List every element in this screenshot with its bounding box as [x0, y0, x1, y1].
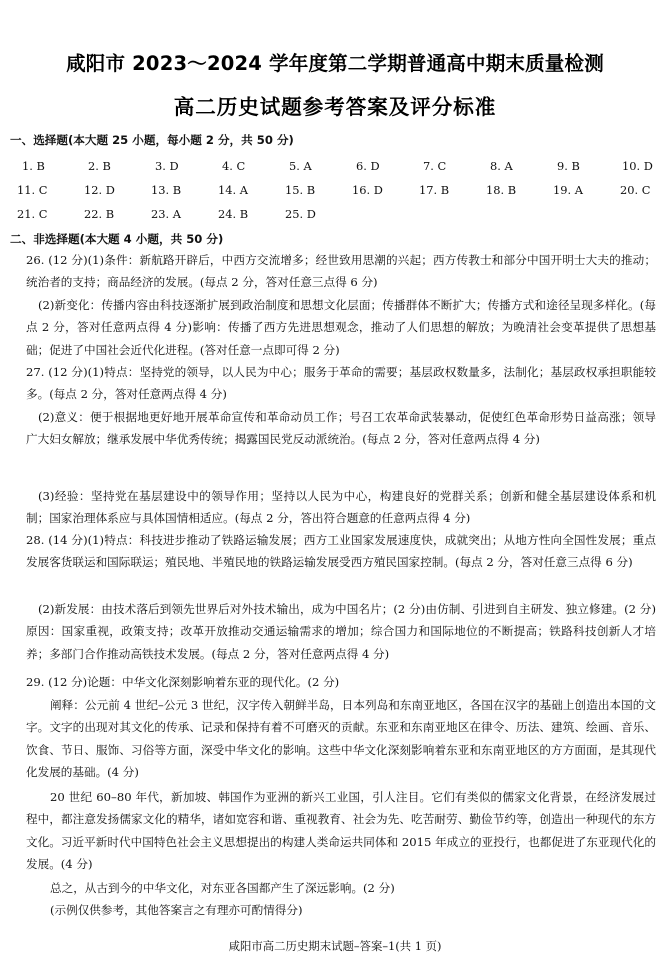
answer-item: 22. B — [84, 207, 115, 221]
answer-item: 13. B — [151, 183, 182, 197]
answer-item: 23. A — [151, 207, 181, 221]
answer-item: 8. A — [490, 159, 513, 173]
answer-item: 11. C — [17, 183, 48, 197]
answer-item: 18. B — [486, 183, 517, 197]
q26-part1: 26. (12 分)(1)条件：新航路开辟后，中西方交流增多；经世致用思潮的兴起；西方传教士和部分中国开明士大夫的推动；统治者的支持；商品经济的发展。(每点 2 分，答对任意三点得 6 分) — [26, 253, 656, 290]
document-subtitle: 高二历史试题参考答案及评分标准 — [173, 95, 497, 119]
answer-item: 20. C — [620, 183, 651, 197]
answer-item: 10. D — [622, 159, 653, 173]
answer-item: 9. B — [557, 159, 580, 173]
answer-item: 15. B — [285, 183, 316, 197]
section-2-heading: 二、非选择题(本大题 4 小题，共 50 分) — [10, 232, 224, 246]
q26-part2: (2)新变化：传播内容由科技逐渐扩展到政治制度和思想文化层面；传播群体不断扩大；传播方式和途径呈现多样化。(每点 2 分，答对任意两点得 4 分)影响：传播了西方先进思想观念，推动了人们思想的解放；为晚清社会变革提供了思想基础；促进了中国社会近代化进程。(答对任意一点即可得 2 分) — [26, 298, 656, 357]
answer-item: 6. D — [356, 159, 380, 173]
answer-item: 24. B — [218, 207, 249, 221]
section-1-heading: 一、选择题(本大题 25 小题，每小题 2 分，共 50 分) — [10, 133, 294, 147]
answer-item: 14. A — [218, 183, 248, 197]
page-footer: 咸阳市高二历史期末试题–答案–1(共 1 页) — [228, 939, 442, 953]
q29-explanation: 阐释：公元前 4 世纪–公元 3 世纪，汉字传入朝鲜半岛，日本列岛和东南亚地区，各国在汉字的基础上创造出本国的文字。文字的出现对其文化的传承、记录和保持有着不可磨灭的贡献。东亚和东南亚地区在律令、历法、建筑、绘画、音乐、饮食、节日、服饰、习俗等方面，深受中华文化的影响。这些中华文化深刻影响着东亚和东南亚地区的方方面面，是其现代化发展的基础。(4 分) — [26, 698, 656, 779]
q29-modern-example: 20 世纪 60–80 年代，新加坡、韩国作为亚洲的新兴工业国，引人注目。它们有类似的儒家文化背景，在经济发展过程中，都注意发扬儒家文化的精华，诸如宽容和谐、重视教育、社会为先、吃苦耐劳、勤俭节约等，创造出一种现代的东方文化。习近平新时代中国特色社会主义思想提出的构建人类命运共同体和 2015 年成立的亚投行，也都促进了东亚现代化的发展。(4 分) — [26, 790, 656, 871]
answer-item: 12. D — [84, 183, 115, 197]
answer-item: 21. C — [17, 207, 48, 221]
q29-conclusion: 总之，从古到今的中华文化，对东亚各国都产生了深远影响。(2 分) — [50, 881, 395, 895]
answer-item: 19. A — [553, 183, 583, 197]
answer-item: 2. B — [88, 159, 111, 173]
answer-item: 7. C — [423, 159, 447, 173]
exam-title: 咸阳市 2023～2024 学年度第二学期普通高中期末质量检测 — [66, 52, 604, 75]
answer-item: 17. B — [419, 183, 450, 197]
answer-item: 1. B — [22, 159, 45, 173]
answer-item: 4. C — [222, 159, 246, 173]
q29-thesis: 29. (12 分)论题：中华文化深刻影响着东亚的现代化。(2 分) — [26, 675, 340, 689]
q27-part1: 27. (12 分)(1)特点：坚持党的领导，以人民为中心；服务于革命的需要；基层政权数量多，法制化；基层政权承担职能较多。(每点 2 分，答对任意两点得 4 分) — [26, 365, 656, 402]
q27-part2: (2)意义：便于根据地更好地开展革命宣传和革命动员工作；号召工农革命武装暴动，促使红色革命形势日益高涨；领导广大妇女解放；继承发展中华优秀传统；揭露国民党反动派统治。(每点 2 分，答对任意两点得 4 分) — [26, 410, 656, 447]
answer-item: 16. D — [352, 183, 383, 197]
answer-item: 3. D — [155, 159, 179, 173]
answer-item: 25. D — [285, 207, 316, 221]
q28-part1: 28. (14 分)(1)特点：科技进步推动了铁路运输发展；西方工业国家发展速度快，成就突出；从地方性向全国性发展；重点发展客货联运和国际联运；殖民地、半殖民地的铁路运输发展受西方殖民国家控制。(每点 2 分，答对任意三点得 6 分) — [26, 533, 656, 570]
answer-item: 5. A — [289, 159, 312, 173]
q29-note: (示例仅供参考，其他答案言之有理亦可酌情得分) — [50, 903, 303, 917]
q28-part2: (2)新发展：由技术落后到领先世界后对外技术输出，成为中国名片；(2 分)由仿制、引进到自主研发、独立修建。(2 分)原因：国家重视，政策支持；改革开放推动交通运输需求的增加；综合国力和国际地位的不断提高；铁路科技创新人才培养；多部门合作推动高铁技术发展。(每点 2 分，答对任意两点得 4 分) — [26, 602, 656, 661]
q27-part3: (3)经验：坚持党在基层建设中的领导作用；坚持以人民为中心，构建良好的党群关系；创新和健全基层建设体系和机制；国家治理体系应与具体国情相适应。(每点 2 分，答出符合题意的任意两点得 4 分) — [26, 489, 656, 526]
